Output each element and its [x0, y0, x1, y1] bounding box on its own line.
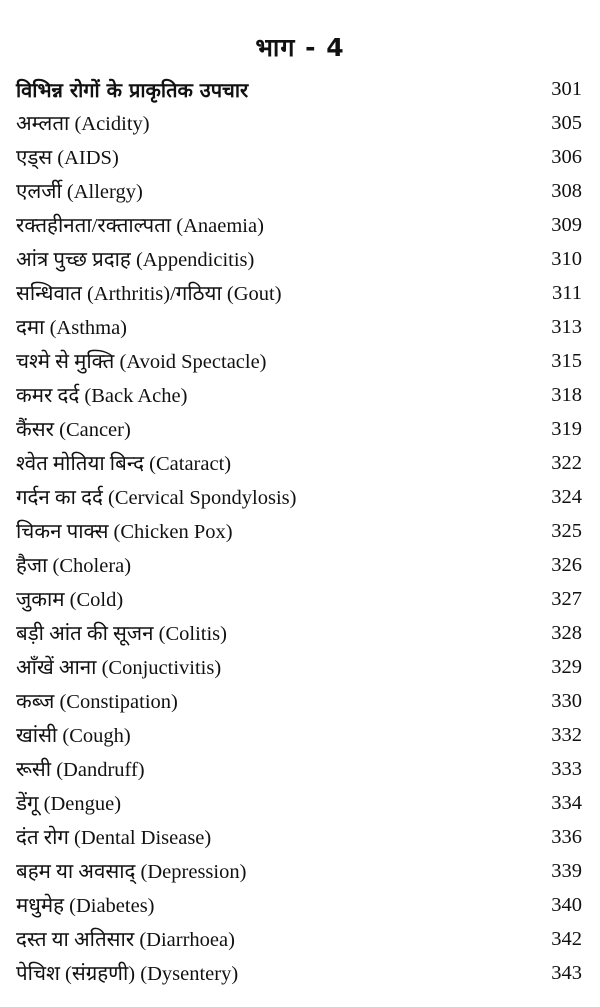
toc-entry-label: आँखें आना (Conjuctivitis): [16, 657, 222, 679]
toc-entry-row[interactable]: [16, 548, 582, 582]
toc-entry-page-number: 315: [551, 349, 582, 372]
toc-entry-label: गर्दन का दर्द (Cervical Spondylosis): [16, 487, 297, 509]
section-title: विभिन्न रोगों के प्राकृतिक उपचार: [16, 77, 249, 102]
toc-entry-page-number: 305: [551, 111, 582, 134]
toc-entry-label: रक्तहीनता/रक्ताल्पता (Anaemia): [16, 215, 264, 237]
toc-entry-label: खांसी (Cough): [16, 725, 131, 747]
toc-entry-page-number: 306: [551, 145, 582, 168]
toc-entry-page-number: 330: [551, 689, 582, 712]
toc-entry-label: दंत रोग (Dental Disease): [16, 827, 212, 849]
toc-entry-label: पेचिश (संग्रहणी) (Dysentery): [16, 963, 239, 985]
toc-entry-row[interactable]: [16, 922, 582, 956]
toc-entries: [16, 106, 582, 990]
toc-entry-row[interactable]: [16, 888, 582, 922]
toc-entry-page-number: 327: [551, 587, 582, 610]
toc-entry-label: सन्धिवात (Arthritis)/गठिया (Gout): [16, 283, 282, 305]
toc-entry-page-number: 309: [551, 213, 582, 236]
toc-entry-page-number: 334: [551, 791, 582, 814]
toc-entry-page-number: 319: [551, 417, 582, 440]
toc-entry-page-number: 313: [551, 315, 582, 338]
toc-entry-page-number: 339: [551, 859, 582, 882]
toc-entry-row[interactable]: [16, 684, 582, 718]
toc-entry-label: मधुमेह (Diabetes): [16, 895, 155, 917]
toc-entry-page-number: 324: [551, 485, 582, 508]
toc-entry-label: डेंगू (Dengue): [16, 793, 122, 815]
toc-entry-label: कमर दर्द (Back Ache): [16, 385, 188, 407]
toc-entry-row[interactable]: [16, 446, 582, 480]
toc-entry-row[interactable]: [16, 582, 582, 616]
toc-entry-row[interactable]: [16, 718, 582, 752]
toc-entry-page-number: 343: [551, 961, 582, 984]
toc-entry-row[interactable]: [16, 786, 582, 820]
toc-entry-row[interactable]: [16, 208, 582, 242]
toc-entry-page-number: 329: [551, 655, 582, 678]
toc-entry-row[interactable]: [16, 820, 582, 854]
toc-entry-label: चश्मे से मुक्ति (Avoid Spectacle): [16, 351, 267, 373]
toc-entry-label: दमा (Asthma): [16, 317, 128, 339]
toc-entry-label: एलर्जी (Allergy): [16, 181, 143, 203]
toc-entry-row[interactable]: [16, 514, 582, 548]
toc-entry-page-number: 342: [551, 927, 582, 950]
toc-entry-label: जुकाम (Cold): [16, 589, 124, 611]
section-page-number: 301: [551, 77, 582, 100]
section-heading-row[interactable]: [16, 72, 582, 106]
toc-entry-page-number: 340: [551, 893, 582, 916]
toc-entry-label: कैंसर (Cancer): [16, 419, 131, 441]
toc-entry-row[interactable]: [16, 616, 582, 650]
toc-entry-label: बहम या अवसाद् (Depression): [16, 861, 247, 883]
toc-entry-label: रूसी (Dandruff): [16, 759, 145, 781]
toc-entry-page-number: 332: [551, 723, 582, 746]
toc-entry-page-number: 310: [551, 247, 582, 270]
toc-entry-label: बड़ी आंत की सूजन (Colitis): [16, 623, 227, 645]
toc-entry-page-number: 308: [551, 179, 582, 202]
toc-entry-row[interactable]: [16, 344, 582, 378]
toc-entry-page-number: 318: [551, 383, 582, 406]
toc-entry-label: दस्त या अतिसार (Diarrhoea): [16, 929, 235, 951]
toc-entry-page-number: 328: [551, 621, 582, 644]
toc-entry-row[interactable]: [16, 480, 582, 514]
toc-entry-row[interactable]: [16, 174, 582, 208]
toc-entry-page-number: 311: [552, 281, 582, 304]
toc-entry-row[interactable]: [16, 310, 582, 344]
toc-entry-row[interactable]: [16, 650, 582, 684]
toc-entry-row[interactable]: [16, 956, 582, 990]
toc-entry-page-number: 326: [551, 553, 582, 576]
toc-entry-row[interactable]: [16, 378, 582, 412]
toc-entry-label: चिकन पाक्स (Chicken Pox): [16, 521, 233, 543]
part-title: भाग - 4: [255, 33, 345, 62]
toc-entry-label: हैजा (Cholera): [16, 555, 132, 577]
toc-entry-page-number: 322: [551, 451, 582, 474]
table-of-contents: [16, 72, 582, 990]
toc-entry-row[interactable]: [16, 106, 582, 140]
toc-entry-page-number: 325: [551, 519, 582, 542]
toc-entry-row[interactable]: [16, 752, 582, 786]
toc-entry-row[interactable]: [16, 854, 582, 888]
toc-entry-page-number: 333: [551, 757, 582, 780]
toc-entry-label: एड्स (AIDS): [16, 147, 119, 169]
toc-entry-row[interactable]: [16, 276, 582, 310]
toc-entry-label: आंत्र पुच्छ प्रदाह (Appendicitis): [16, 249, 255, 271]
toc-entry-label: अम्लता (Acidity): [16, 113, 150, 135]
toc-entry-row[interactable]: [16, 140, 582, 174]
toc-entry-label: श्वेत मोतिया बिन्द (Cataract): [16, 453, 232, 475]
toc-entry-label: कब्ज (Constipation): [16, 691, 178, 713]
toc-entry-row[interactable]: [16, 412, 582, 446]
toc-entry-row[interactable]: [16, 242, 582, 276]
toc-entry-page-number: 336: [551, 825, 582, 848]
